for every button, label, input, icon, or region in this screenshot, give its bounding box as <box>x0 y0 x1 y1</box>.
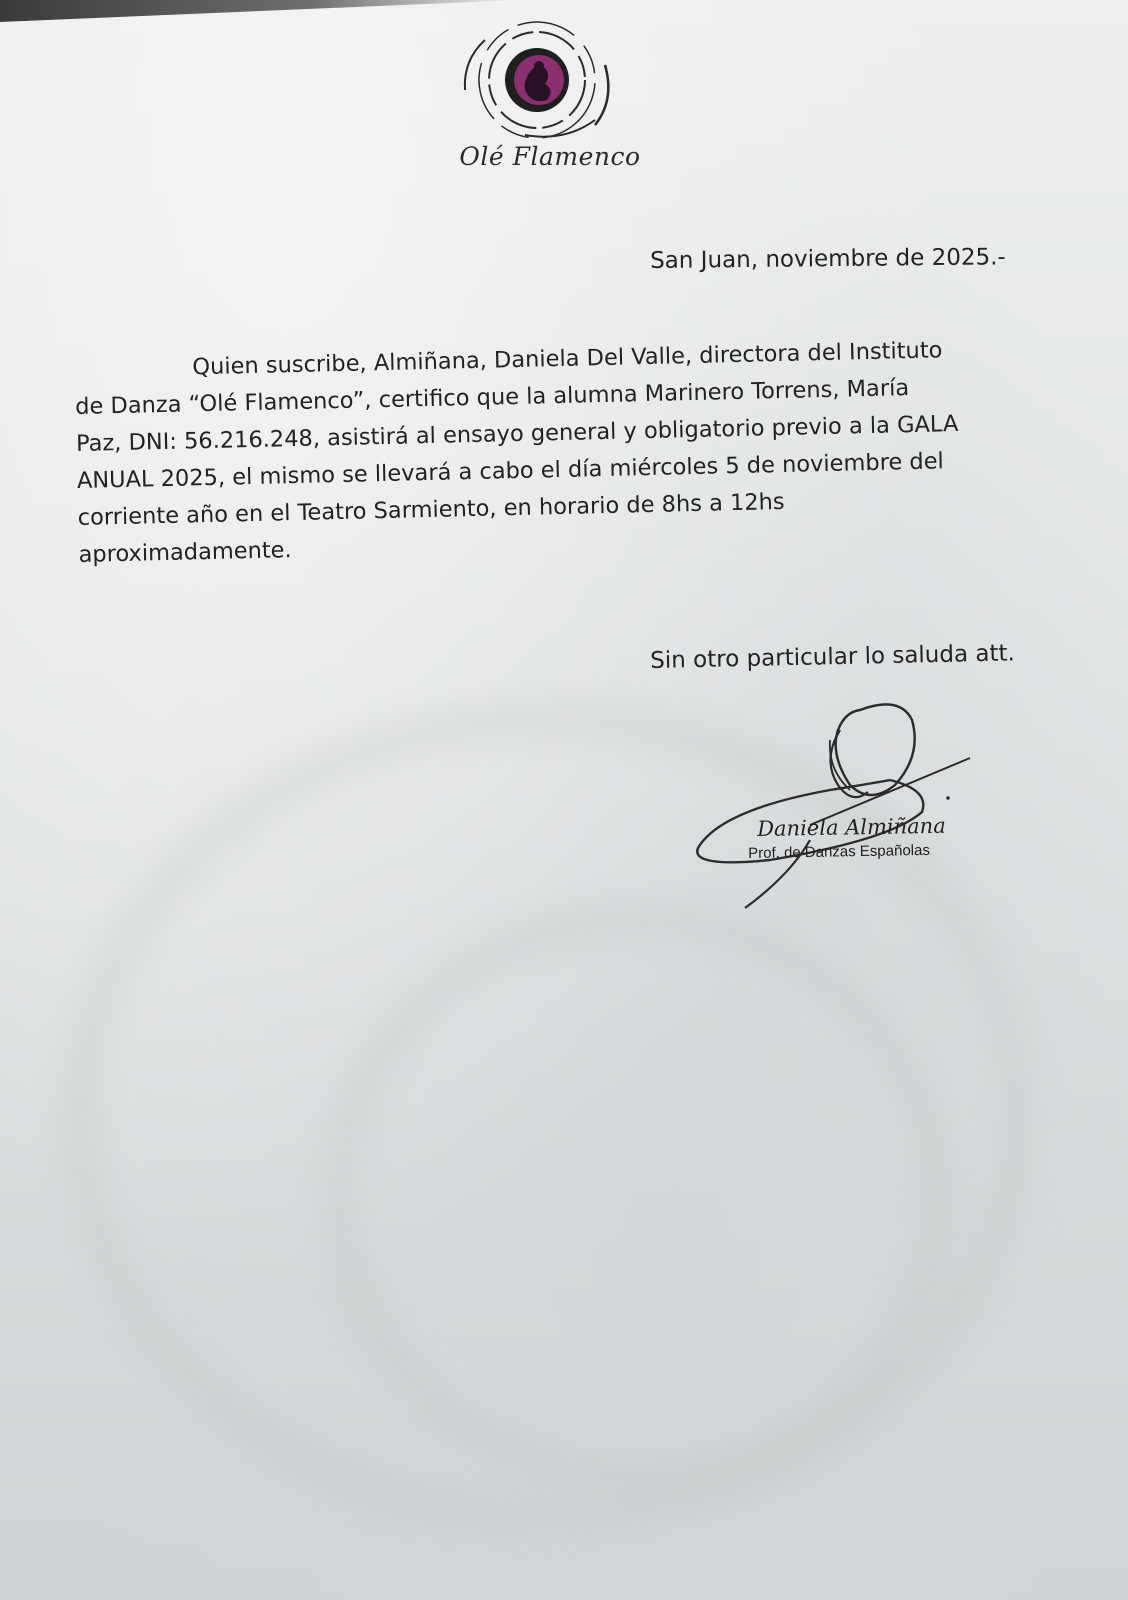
letter-body <box>74 330 1039 574</box>
body-line: de Danza “Olé Flamenco”, certifico que la alumna Marinero Torrens, María <box>74 375 910 420</box>
signature-title: Prof. de Danzas Españolas <box>748 841 931 862</box>
body-line: aproximadamente. <box>78 537 292 568</box>
body-line: Paz, DNI: 56.216.248, asistirá al ensayo general y obligatorio previo a la GALA <box>75 410 959 457</box>
handwritten-signature <box>690 690 980 915</box>
photo-background-edge <box>0 0 520 22</box>
closing-line: Sin otro particular lo saluda att. <box>650 640 1016 674</box>
body-line: corriente año en el Teatro Sarmiento, en horario de 8hs a 12hs <box>77 488 785 531</box>
body-line: Quien suscribe, Almiñana, Daniela Del Valle, directora del Instituto <box>192 337 943 381</box>
logo-wordmark: Olé Flamenco <box>459 142 641 171</box>
date-line: San Juan, noviembre de 2025.- <box>650 244 1006 274</box>
signature-name: Daniela Almiñana <box>757 813 946 841</box>
paper-shadow-swirl <box>320 900 956 1496</box>
body-line: ANUAL 2025, el mismo se llevará a cabo el día miércoles 5 de noviembre del <box>76 448 945 494</box>
